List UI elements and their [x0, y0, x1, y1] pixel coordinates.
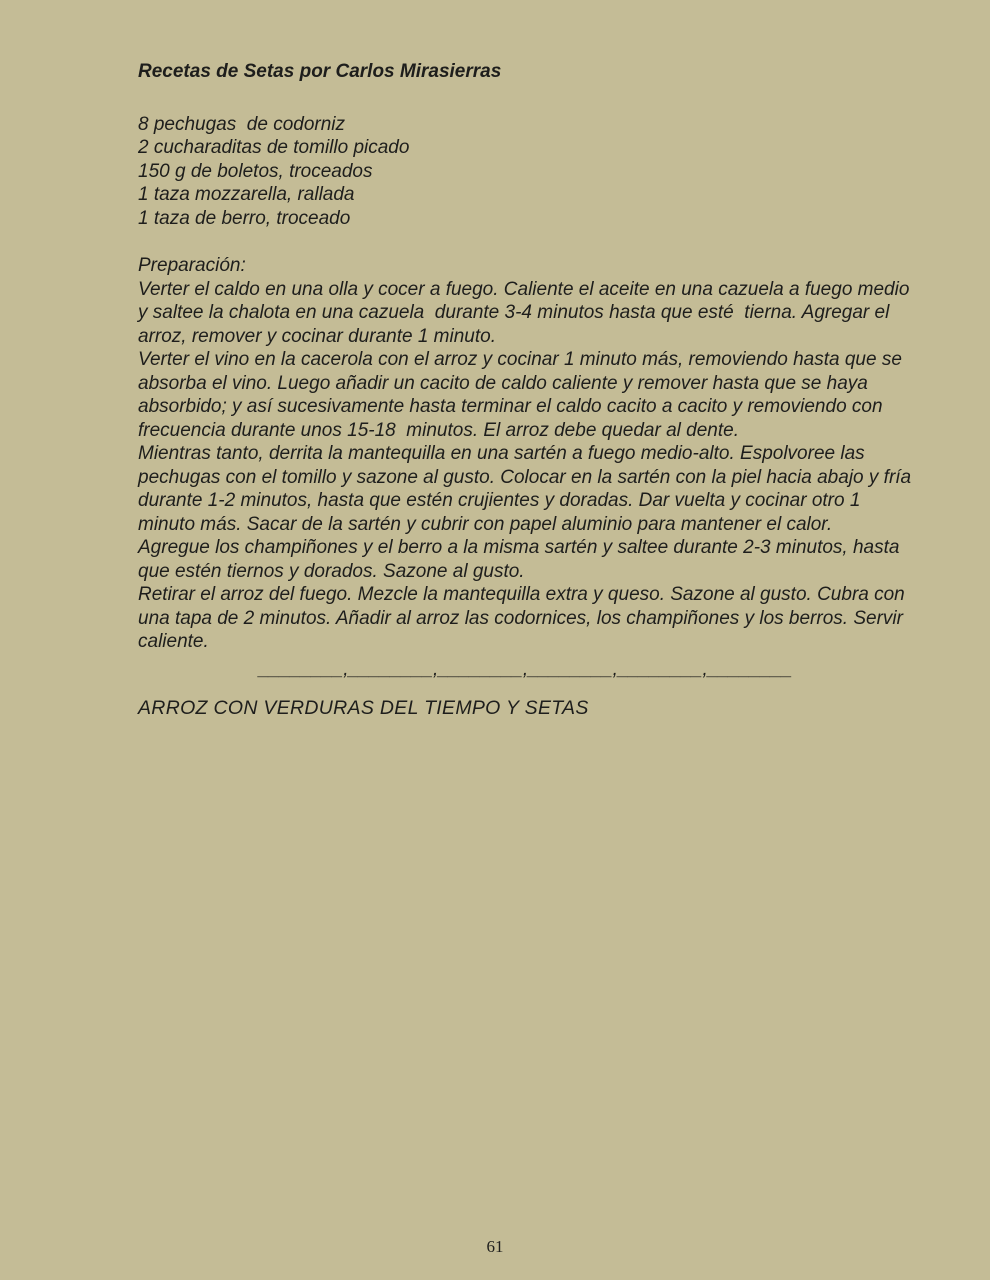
ingredients-list: [138, 113, 913, 231]
page-content: [138, 60, 917, 720]
preparation-paragraph: Agregue los champiñones y el berro a la misma sartén y saltee durante 2-3 minutos, hasta que estén tiernos y dorados. Sazone al gusto.: [138, 537, 905, 582]
page-number: 61: [486, 1237, 504, 1256]
ingredient-line: 8 pechugas de codorniz: [138, 113, 346, 135]
ingredient-line: 1 taza de berro, troceado: [138, 207, 351, 229]
preparation-paragraph: Retirar el arroz del fuego. Mezcle la mantequilla extra y queso. Sazone al gusto. Cubra con una tapa de 2 minutos. Añadir al arroz las codornices, los champiñones y los berros. Servir caliente.: [138, 584, 911, 652]
preparation-paragraph: Verter el vino en la cacerola con el arroz y cocinar 1 minuto más, removiendo hasta que se absorba el vino. Luego añadir un cacito de caldo caliente y remover hasta que se haya absorbido; y así sucesivamente hasta terminar el caldo cacito a cacito y removiendo con frecuencia durante unos 15-18 minutos. El arroz debe quedar al dente.: [138, 349, 908, 441]
section-divider: ________,________,________,________,________,________: [258, 658, 793, 680]
preparation-paragraph: Verter el caldo en una olla y cocer a fuego. Caliente el aceite en una cazuela a fuego medio y saltee la chalota en una cazuela durante 3-4 minutos hasta que esté tierna. Agregar el arroz, remover y cocinar durante 1 minuto.: [138, 278, 915, 347]
next-recipe-title: ARROZ CON VERDURAS DEL TIEMPO Y SETAS: [138, 697, 589, 719]
ingredient-line: 150 g de boletos, troceados: [138, 160, 373, 182]
ingredient-line: 1 taza mozzarella, rallada: [138, 184, 355, 205]
ingredient-line: 2 cucharaditas de tomillo picado: [138, 137, 410, 158]
preparation-paragraph: Mientras tanto, derrita la mantequilla en una sartén a fuego medio-alto. Espolvoree las pechugas con el tomillo y sazone al gusto. Colocar en la sartén con la piel hacia abajo y fría durante 1-2 minutos, hasta que estén crujientes y doradas. Dar vuelta y cocinar otro 1 minuto más. Sacar de la sartén y cubrir con papel aluminio para mantener el calor.: [138, 443, 917, 535]
recipe-title: Recetas de Setas por Carlos Mirasierras: [138, 61, 502, 82]
preparation-label: Preparación:: [138, 255, 246, 276]
